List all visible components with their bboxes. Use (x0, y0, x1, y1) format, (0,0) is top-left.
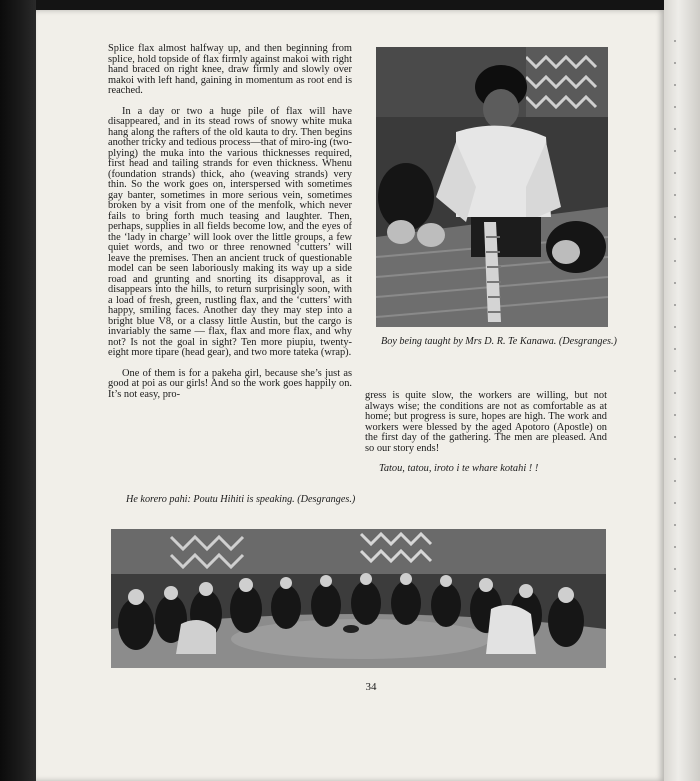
caption-boy-photo: Boy being taught by Mrs D. R. Te Kanawa. (Desgranges.) (381, 336, 617, 347)
closing-line: Tatou, tatou, iroto i te whare kotahi ! ! (379, 463, 539, 474)
caption-gathering-photo: He korero pahi: Poutu Hihiti is speaking. (Desgranges.) (126, 494, 356, 505)
article-paragraph: In a day or two a huge pile of flax will have disappeared, and in its stead rows of snowy white muka hang along the rafters of the old kauta to dry. Then begins another tricky and tedious process—that of miro-ing (two-plying) the muka into the various thicknesses required, first head and tailing strands for even thickness. Whenu (foundation strands) thick, aho (weaving strands) very thin. So the work goes on, interspersed with sometimes gay banter, sometimes in more serious vein, sometimes broken by a visit from one of the menfolk, which never fails to bring forth much teasing and laughter. Then, perhaps, supplies in all fields become low, and the eyes of the ‘lady in charge’ will look over the little groups, a few quiet words, and two or three renowned ‘cutters’ will leave the premises. Then an ancient truck of questionable model can be seen laboriously making its way up a side road and grunting and snorting its disapproval, as it disappears into the hills, to return surprisingly soon, with a load of fresh, green, rustling flax, and the ‘cutters’ with happy, smiling faces. Another day they may step into a bright blue V8, or a classy little Austin, but the cargo is invariably the same — flax, flax and more flax, and why not? Is not the goal in sight? Ten more piupiu, twenty-eight more tipare (head gear), and two more tateka (wrap). (108, 105, 352, 358)
article-right-column (365, 391, 607, 485)
article-paragraph: gress is quite slow, the workers are willing, but not always wise; the conditions are not as comfortable as at home; but progress is sure, hopes are high. The work and workers were blessed by the aged Apotoro (Apostle) on the first day of the gathering. The men are pleased. And so our story ends! (365, 390, 607, 454)
scan-background-left (0, 0, 36, 781)
next-page-edge (664, 0, 700, 781)
article-paragraph: Splice flax almost halfway up, and then beginning from splice, hold topside of flax firmly against makoi with right hand braced on right knee, draw firmly and slowly over makoi with left hand, gaining in momentum as root end is reached. (108, 43, 352, 96)
page-number: 34 (365, 681, 377, 693)
photo-boy-weaving (376, 47, 608, 327)
photo-gathering (111, 529, 606, 668)
next-page-print-marks (674, 40, 676, 680)
article-paragraph: One of them is for a pakeha girl, because she’s just as good at poi as our girls! And so the work goes happily on. It’s not easy, pro- (108, 367, 352, 400)
article-left-column (108, 44, 352, 410)
